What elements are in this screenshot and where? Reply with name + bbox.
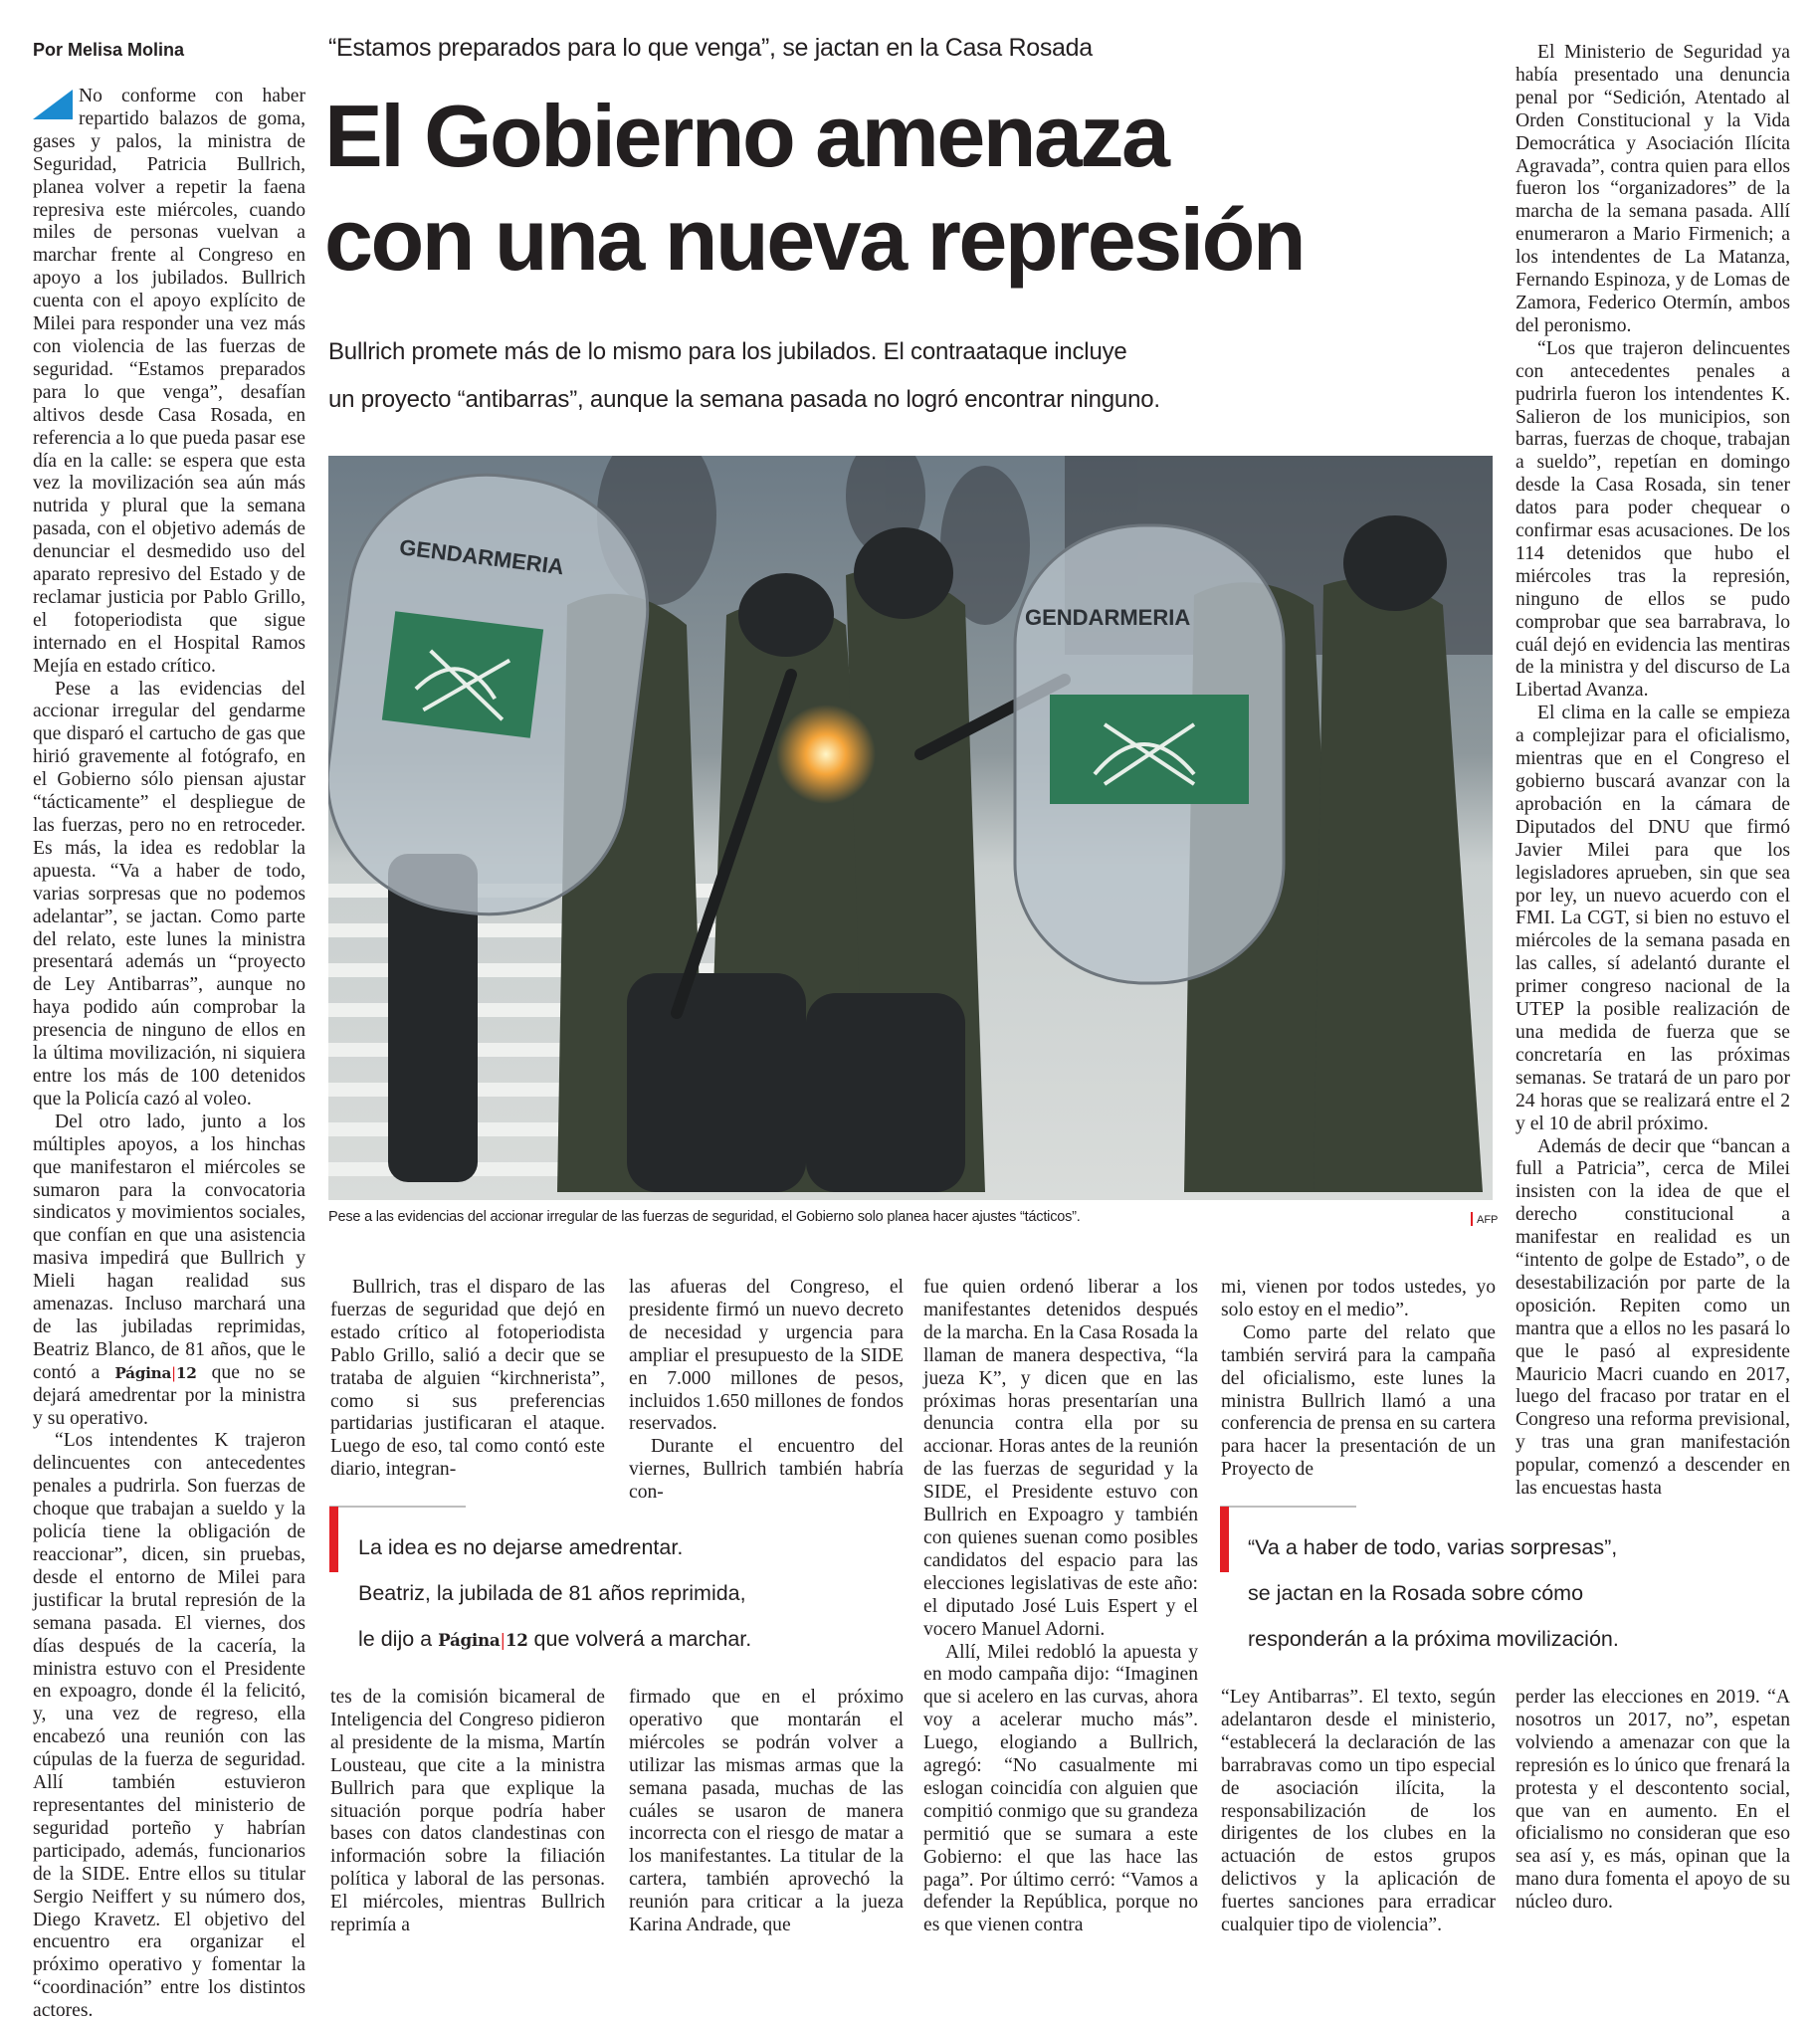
credit-text: AFP xyxy=(1477,1214,1499,1226)
article-column-4 xyxy=(923,1277,1198,1937)
paragraph: Durante el encuentro del viernes, Bullrich también habría con- xyxy=(629,1436,904,1504)
paragraph: Como parte del relato que también servirá para la campaña del oficialismo, este lunes la ministra Bullrich llamó a una conferencia de prensa en su cartera para hacer la presentación de un Proyecto de xyxy=(1221,1321,1496,1481)
shield-text: GENDARMERIA xyxy=(398,534,566,580)
paragraph: mi, vienen por todos ustedes, yo solo estoy en el medio”. xyxy=(1221,1277,1496,1320)
logo-name: Página xyxy=(438,1630,501,1650)
article-column-3 xyxy=(629,1277,904,1505)
paragraph: Allí, Milei redobló la apuesta y en modo campaña dijo: “Imaginen que si acelero en las curvas, ahora voy a acelerar mucho más”. Luego, elogiando a Bullrich, agregó: “No casualmente mi eslogan coincidía con alguien que compitió conmigo que su grandeza permitió que se sumara a este Gobierno: el que las hace las paga”. Por último cerró: “Vamos a defender la República, porque no es que vienen contra xyxy=(923,1641,1198,1936)
article-column-3-bottom xyxy=(629,1687,904,1937)
paragraph: “Ley Antibarras”. El texto, según adelantaron desde el ministerio, “establecerá la declaración de las barrabravas como un tipo especial de asociación ilícita, la responsabilización de los dirigentes de los clubes en la actuación de estos grupos delictivos y la aplicación de fuertes sanciones para erradicar cualquier tipo de violencia”. xyxy=(1221,1687,1496,1936)
paragraph-text: No conforme con haber repartido balazos de goma, gases y palos, la ministra de Seguridad, Patricia Bullrich, planea volver a repetir la faena represiva este miércoles, cuando miles de personas vuelvan a marchar frente al Congreso en apoyo a los jubilados. Bullrich cuenta con el apoyo explícito de Milei para responder una vez más con violencia de las fuerzas de seguridad. “Estamos preparados para lo que venga”, desafían altivos desde Casa Rosada, en referencia a lo que pueda pasar ese día en la calle: se espera que esta vez la movilización sea aún más nutrida y plural que la semana pasada, con el objetivo además de denunciar el desmedido uso del aparato represivo del Estado y de reclamar justicia por Pablo Grillo, el fotoperiodista que sigue internado en el Hospital Ramos Mejía en estado crítico. xyxy=(33,86,305,677)
pullquote-right xyxy=(1248,1524,1745,1662)
article-column-1 xyxy=(33,86,305,2023)
logo-name: Página xyxy=(114,1363,172,1382)
headline xyxy=(324,85,1479,292)
pullquote-line: La idea es no dejarse amedrentar. xyxy=(358,1535,684,1559)
paragraph: “Los intendentes K trajeron delincuentes con antecedentes penales a pudrirla. Son fuerzas de choque que trabajan a sueldo y la policía tiene la obligación de reaccionar”, dicen, sin pruebas, desde el entorno de Milei para justificar la brutal represión de la semana pasada. El viernes, dos días después de la cacería, la ministra estuvo con el Presidente en expoagro, donde él la felicitó, y, una vez de regreso, ella encabezó una reunión con las cúpulas de la fuerza de seguridad. Allí también estuvieron representantes del ministerio de seguridad porteño y habrían participado, además, funcionarios de la SIDE. Entre ellos su titular Sergio Neiffert y su número dos, Diego Kravetz. El objetivo del encuentro era organizar el próximo operativo y fomentar la “coordinación” entre los distintos actores. xyxy=(33,1430,305,2022)
paragraph xyxy=(33,1112,305,1431)
pullquote-rule xyxy=(329,1506,466,1508)
credit-bar xyxy=(1471,1212,1473,1226)
byline: Por Melisa Molina xyxy=(33,40,185,60)
news-photo xyxy=(328,456,1493,1200)
paragraph: firmado que en el próximo operativo que montarán el miércoles se podrán volver a utilizar las mismas armas que la semana pasada, muchas de las cuáles se usaron de manera incorrecta con el riesgo de matar a los manifestantes. La titular de la cartera, también aprovechó la reunión para criticar a la jueza Karina Andrade, que xyxy=(629,1687,904,1936)
muzzle-flash xyxy=(776,705,876,804)
pagina12-logo xyxy=(114,1364,196,1382)
article-column-6 xyxy=(1516,42,1790,1501)
shield-text: GENDARMERIA xyxy=(1025,605,1191,630)
logo-number: 12 xyxy=(505,1630,528,1650)
paragraph: “Los que trajeron delincuentes con antecedentes penales a pudrirla fueron los intendentes K. Salieron de los municipios, son barras, fuerzas de choque, trabajan a sueldo”, repetían en domingo desde la Casa Rosada, sin tener datos para poder chequear o confirmar esas acusaciones. De los 114 detenidos que hubo el miércoles tras la represión, ninguno de ellos se pudo comprobar que sea barrabrava, lo cuál dejó en evidencia las mentiras de la ministra y del discurso de La Libertad Avanza. xyxy=(1516,337,1790,702)
pullquote-rule xyxy=(1220,1506,1356,1508)
paragraph: tes de la comisión bicameral de Inteligencia del Congreso pidieron al presidente de la misma, Martín Lousteau, que cite a la ministra Bullrich para que explique la situación porque podría haber bases con datos clandestinas con información sobre la filiación política y laboral de las personas. El miércoles, mientras Bullrich reprimía a xyxy=(330,1687,605,1936)
kicker: “Estamos preparados para lo que venga”, se jactan en la Casa Rosada xyxy=(328,34,1093,62)
paragraph: Además de decir que “bancan a full a Patricia”, cerca de Milei insisten con la idea de que el derecho constitucional a manifestar en realidad es un “intento de golpe de Estado”, o de desestabilización por parte de la oposición. Repiten como un mantra que a ellos no les pasará lo que le pasó al expresidente Mauricio Macri cuando en 2017, luego del fracaso por tratar en el Congreso una reforma previsional, y tras una gran manifestación popular, comenzó a descender en las encuestas hasta xyxy=(1516,1135,1790,1500)
paragraph: Bullrich, tras el disparo de las fuerzas de seguridad que dejó en estado crítico al fotoperiodista Pablo Grillo, salió a decir que se trataba de alguien “kirchnerista”, como si sus preferencias partidarias justificaran el ataque. Luego de eso, tal como contó este diario, integran- xyxy=(330,1277,605,1481)
pullquote-line xyxy=(358,1616,915,1663)
paragraph: El clima en la calle se empieza a complejizar para el oficialismo, mientras que en el Congreso el gobierno buscará avanzar con la aprobación en la cámara de Diputados del DNU que firmó Javier Milei para que los legisladores aprueben, sin que sea por ley, un nuevo acuerdo con el FMI. La CGT, si bien no estuvo el miércoles de la semana pasada en las calles, sí adelantó durante el primer congreso nacional de la UTEP la posible realización de una medida de fuerza que se concretaría en las próximas semanas. Se tratará de un paro por 24 horas que se realizará entre el 2 y el 10 de abril próximo. xyxy=(1516,703,1790,1134)
paragraph: perder las elecciones en 2019. “A nosotros un 2017, no”, espetan volviendo a amenazar con que la represión es lo único que frenará la protesta y el descontento social, que van en aumento. En el oficialismo no consideran que eso sea así y, es más, opinan que la mano dura fomenta el apoyo de su núcleo duro. xyxy=(1516,1687,1790,1914)
article-column-6-bottom xyxy=(1516,1687,1790,1915)
pullquote-bar xyxy=(1220,1507,1229,1572)
subhead xyxy=(328,328,1483,424)
pullquote-line: Beatriz, la jubilada de 81 años reprimida, xyxy=(358,1581,746,1605)
lead-paragraph xyxy=(33,86,305,679)
paragraph-text: Del otro lado, junto a los múltiples apoyos, a los hinchas que manifestaron el miércoles se sumaron para la convocatoria sindicatos y movimientos sociales, que confían en que una asistencia masiva impedirá que Bullrich y Mieli hagan realidad sus amenazas. Incluso marchará una de las jubiladas reprimidas, Beatriz Blanco, de 81 años, que le contó a xyxy=(33,1111,305,1383)
pagina12-logo xyxy=(438,1630,527,1650)
pullquote-line: se jactan en la Rosada sobre cómo xyxy=(1248,1581,1584,1605)
dropcap-triangle-icon xyxy=(33,90,73,119)
paragraph: las afueras del Congreso, el presidente firmó un nuevo decreto de necesidad y urgencia para ampliar el presupuesto de la SIDE en 7.000 millones de pesos, incluidos 1.650 millones de fondos reservados. xyxy=(629,1277,904,1435)
logo-bar: | xyxy=(500,1630,506,1650)
headline-line: El Gobierno amenaza xyxy=(324,87,1168,185)
subhead-line: Bullrich promete más de lo mismo para los jubilados. El contraataque incluye xyxy=(328,338,1127,365)
paragraph: fue quien ordenó liberar a los manifestantes detenidos después de la marcha. En la Casa Rosada la llaman de manera despectiva, “la jueza K”, y dicen que en las próximas horas presentarían una denuncia contra ella por su accionar. Horas antes de la reunión de las fuerzas de seguridad y la SIDE, el Presidente estuvo con Bullrich en Expoagro y también con quienes suenan como posibles candidatos del espacio para las elecciones legislativas de este año: el diputado José Luis Espert y el vocero Manuel Adorni. xyxy=(923,1277,1198,1640)
photo-caption: Pese a las evidencias del accionar irregular de las fuerzas de seguridad, el Gobierno solo planea hacer ajustes “tácticos”. xyxy=(328,1209,1081,1225)
logo-number: 12 xyxy=(175,1363,197,1382)
subhead-line: un proyecto “antibarras”, aunque la semana pasada no logró encontrar ninguno. xyxy=(328,386,1160,413)
photo-illustration xyxy=(328,456,1493,1200)
pullquote-line: responderán a la próxima movilización. xyxy=(1248,1627,1619,1651)
shield-right xyxy=(1015,525,1284,983)
headline-line: con una nueva represión xyxy=(324,190,1305,289)
paragraph: El Ministerio de Seguridad ya había presentado una denuncia penal por “Sedición, Atentado al Orden Constitucional y la Vida Democrática y Asociación Ilícita Agravada”, contra quien para ellos fueron los “organizadores” de la marcha de la semana pasada. Allí enumeraron a Mario Firmenich; a los intendentes de La Matanza, Fernando Espinoza, y de Lomas de Zamora, Federico Otermín, ambos del peronismo. xyxy=(1516,42,1790,336)
article-column-5-bottom xyxy=(1221,1687,1496,1937)
article-column-2-bottom xyxy=(330,1687,605,1937)
pullquote-left xyxy=(358,1524,915,1663)
paragraph-text: que no se dejará amedrentar por la ministra y su operativo. xyxy=(33,1361,305,1429)
paragraph: Pese a las evidencias del accionar irregular del gendarme que disparó el cartucho de gas que hirió gravemente al fotógrafo, en el Gobierno sólo piensan ajustar “tácticamente” el despliegue de las fuerzas, pero no en retroceder. Es más, la idea es redoblar la apuesta. “Va a haber de todo, varias sorpresas que no podemos adelantar”, se jactan. Como parte del relato, este lunes la ministra presentará además un “proyecto de Ley Antibarras”, aunque no haya podido aún comprobar la presencia de ninguno de ellos en la última movilización, ni siquiera entre los más de 100 detenidos que la Policía cazó al voleo. xyxy=(33,678,305,1110)
logo-bar: | xyxy=(171,1363,176,1382)
pullquote-line: “Va a haber de todo, varias sorpresas”, xyxy=(1248,1535,1618,1559)
article-column-5 xyxy=(1221,1277,1496,1482)
photo-credit xyxy=(1471,1212,1498,1226)
pullquote-text: le dijo a xyxy=(358,1627,433,1651)
pullquote-bar xyxy=(329,1507,338,1572)
article-column-2 xyxy=(330,1277,605,1482)
pullquote-text: que volverá a marchar. xyxy=(533,1627,752,1651)
